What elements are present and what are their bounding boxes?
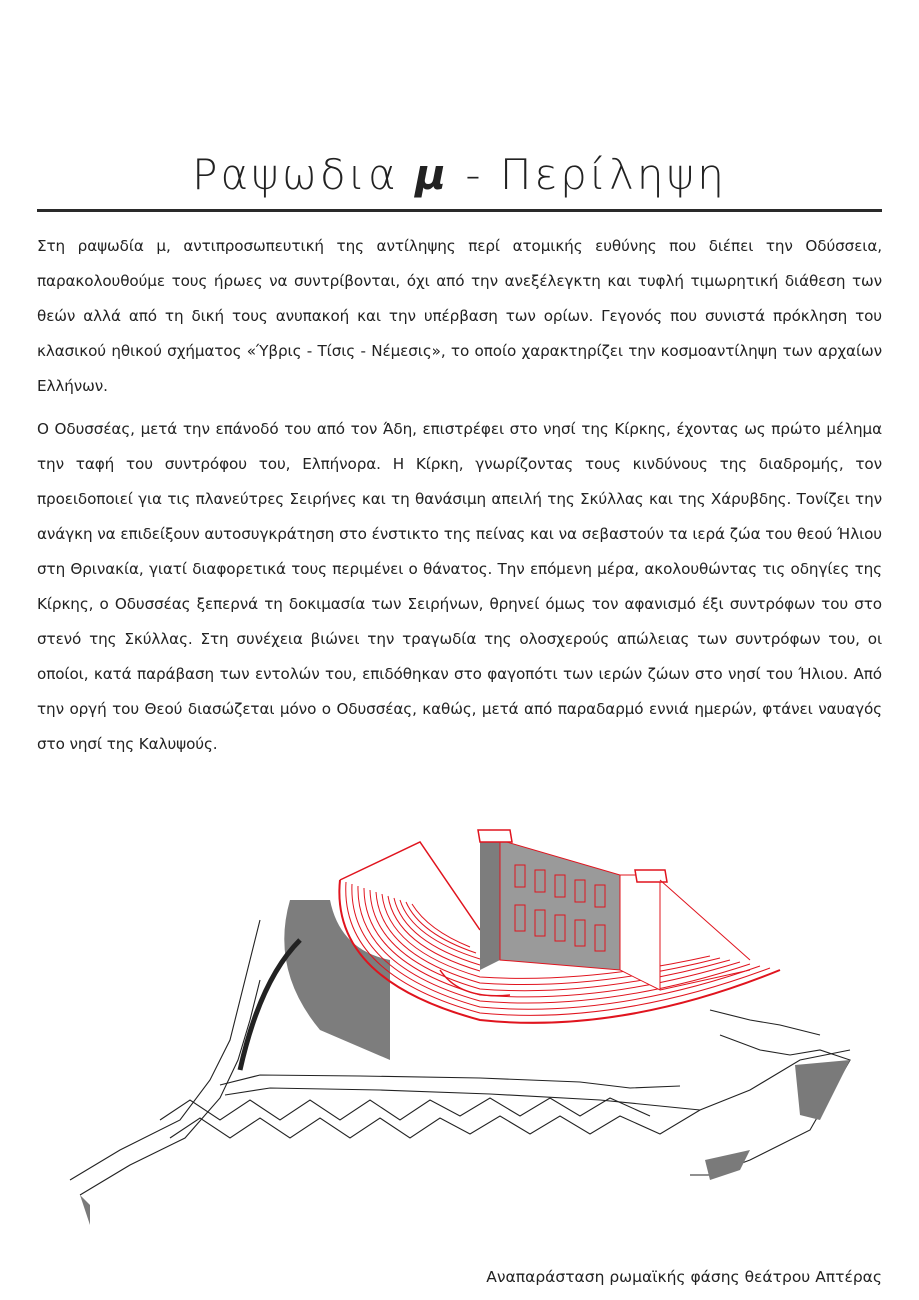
title-prefix: Ραψωδια (192, 150, 399, 199)
title-suffix: - Περίληψη (465, 150, 727, 199)
theatre-reconstruction-illustration (60, 820, 860, 1240)
paragraph-1: Στη ραψωδία μ, αντιπροσωπευτική της αντίληψης περί ατομικής ευθύνης που διέπει την Οδύσσεια, παρακολουθούμε τους ήρωες να συντρίβονται, όχι από την ανεξέλεγκτη και τυφλή τιμωρητική διάθεση των θεών αλλά από τη δική τους ανυπακοή και την υπέρβαση των ορίων. Γεγονός που συνιστά πρόκληση του κλασικού ηθικού σχήματος «Ύβρις - Τίσις - Νέμεσις», το οποίο χαρακτηρίζει την κοσμοαντίληψη των αρχαίων Ελλήνων. (37, 237, 882, 395)
title-rule (37, 209, 882, 212)
retaining-wall-shadow (284, 900, 390, 1060)
site-shadows (80, 1060, 850, 1225)
summary-text (37, 229, 882, 770)
paragraph-2: Ο Οδυσσέας, μετά την επάνοδό του από τον Άδη, επιστρέφει στο νησί της Κίρκης, έχοντας ως πρώτο μέλημα την ταφή του συντρόφου του, Ελπήνορα. Η Κίρκη, γνωρίζοντας τους κινδύνους της διαδρομής, τον προειδοποιεί για τις πλανεύτρες Σειρήνες και τη θανάσιμη απειλή της Σκύλλας και της Χάρυβδης. Τονίζει την ανάγκη να επιδείξουν αυτοσυγκράτηση στο ένστικτο της πείνας και να σεβαστούν τα ιερά ζώα του θεού Ήλιου στη Θρινακία, γιατί διαφορετικά τους περιμένει ο θάνατος. Την επόμενη μέρα, ακολουθώντας τις οδηγίες της Κίρκης, ο Οδυσσέας ξεπερνά τη δοκιμασία των Σειρήνων, θρηνεί όμως τον αφανισμό έξι συντρόφων του στο στενό της Σκύλλας. Στη συνέχεια βιώνει την τραγωδία της ολοσχερούς απώλειας των συντρόφων του, οι οποίοι, κατά παράβαση των εντολών του, επιδόθηκαν στο φαγοπότι των ιερών ζώων στο νησί του Ήλιου. Από την οργή του Θεού διασώζεται μόνο ο Οδυσσέας, καθώς, μετά από παραδαρμό εννιά ημερών, φτάνει ναυαγός στο νησί της Καλυψούς. (37, 420, 882, 753)
page-title (37, 150, 882, 199)
title-letter: μ (415, 150, 449, 199)
site-outline (70, 920, 850, 1195)
figure-caption: Αναπαράσταση ρωμαϊκής φάσης θεάτρου Απτέρας (486, 1268, 882, 1286)
